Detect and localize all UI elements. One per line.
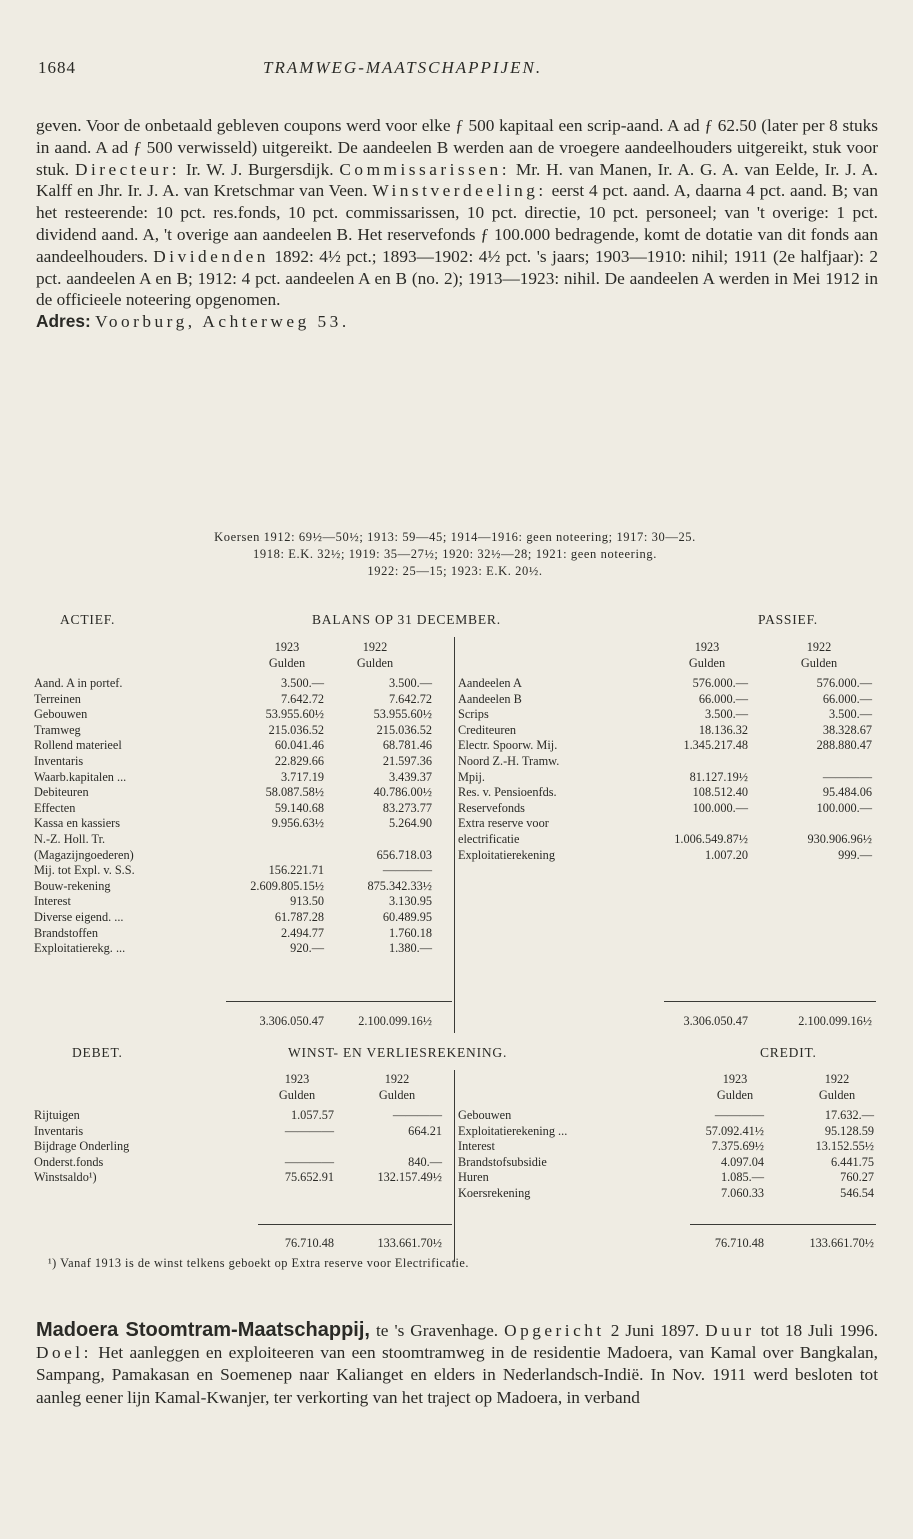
credit-row-label: Brandstofsubsidie — [458, 1154, 547, 1169]
actief-row-value-1923: 22.829.66 — [274, 754, 324, 768]
actief-heading: ACTIEF. — [60, 612, 116, 627]
credit-row-value-1922: 17.632.— — [824, 1108, 874, 1122]
footnote: ¹) Vanaf 1913 is de winst telkens geboekt op Extra reserve voor Electrificatie. — [48, 1256, 469, 1270]
actief-row-value-1922: 7.642.72 — [388, 691, 432, 706]
opgericht-text: 2 Juni 1897. — [610, 1321, 700, 1340]
col-year: 1923 — [694, 640, 720, 654]
passief-row-value-1923: 3.500.— — [704, 707, 748, 722]
passief-row-value-1923: 1.006.549.87½ — [674, 832, 748, 846]
balans-heading: BALANS OP 31 DECEMBER. — [312, 612, 501, 627]
winstverdeeling-label: Winstverdeeling: — [372, 181, 547, 201]
passief-row-label: Electr. Spoorw. Mij. — [458, 738, 558, 753]
debet-row-label: Bijdrage Onderling — [34, 1139, 130, 1154]
credit-row-label: Gebouwen — [458, 1108, 512, 1122]
actief-row-value-1923: 2.494.77 — [280, 925, 324, 940]
col-year: 1923 — [722, 1072, 748, 1086]
passief-row-label: Noord Z.-H. Tramw. — [458, 754, 560, 768]
actief-row-label: Interest — [34, 894, 71, 909]
debet-total-1922: 133.661.70½ — [377, 1236, 442, 1250]
sum-rule — [258, 1224, 452, 1225]
debet-row-label: Inventaris — [34, 1123, 84, 1138]
credit-total-1922: 133.661.70½ — [809, 1236, 874, 1250]
actief-row-label: Gebouwen — [34, 707, 88, 722]
actief-row-label: Aand. A in portef. — [34, 676, 123, 690]
passief-total-1922: 2.100.099.16½ — [798, 1014, 872, 1028]
intro-paragraph — [36, 115, 878, 333]
actief-row-value-1922: 40.786.00½ — [373, 785, 432, 800]
passief-row-value-1922: 999.— — [838, 847, 872, 862]
actief-row-value-1922: 21.597.36 — [382, 754, 432, 768]
col-year: 1923 — [284, 1072, 310, 1086]
actief-row-value-1923: 215.036.52 — [268, 722, 324, 737]
credit-row-value-1923: 57.092.41½ — [705, 1123, 764, 1138]
actief-row-value-1923: 61.787.28 — [274, 910, 324, 924]
intro-text: geven. Voor de onbetaald gebleven coupons werd voor elke ƒ 500 kapitaal een scrip-aand. A ad ƒ 62.50 (later per 8 stuks in aand. A ad ƒ 500 verwisseld) uitgereikt. De aandeelen B werden aan de vroegere aandeelhouders uitgereikt, stuk voor stuk. — [36, 116, 878, 179]
actief-row-value-1922: 1.760.18 — [388, 925, 432, 940]
passief-row-value-1923: 1.345.217.48 — [683, 738, 748, 753]
dividenden-label: Dividenden — [153, 246, 269, 266]
actief-row-value-1922: ———— — [382, 863, 432, 878]
actief-row-value-1923: 3.717.19 — [280, 769, 324, 784]
actief-row-label: Bouw-rekening — [34, 878, 111, 893]
actief-row-value-1923: 58.087.58½ — [265, 785, 324, 800]
actief-row-value-1923: 920.— — [290, 941, 324, 956]
actief-row-value-1923: 60.041.46 — [274, 738, 324, 753]
actief-row-value-1922: 60.489.95 — [382, 910, 432, 924]
actief-row-value-1923: 913.50 — [290, 894, 324, 909]
actief-row-label: Rollend materieel — [34, 738, 122, 753]
actief-row-value-1922: 68.781.46 — [382, 738, 432, 753]
passief-row-label: Crediteuren — [458, 722, 517, 737]
koersen-line: 1922: 25—15; 1923: E.K. 20½. — [367, 564, 543, 578]
passief-row-value-1922: 38.328.67 — [822, 722, 872, 737]
actief-row-value-1923: 9.956.63½ — [271, 816, 324, 831]
actief-row-value-1922: 3.500.— — [388, 676, 432, 690]
debet-row-label: Rijtuigen — [34, 1108, 80, 1122]
passief-row-label: Extra reserve voor — [458, 816, 549, 831]
passief-row-value-1923: 18.136.32 — [698, 722, 748, 737]
actief-row-value-1923: 3.500.— — [280, 676, 324, 690]
passief-row-value-1923: 108.512.40 — [692, 785, 748, 800]
actief-row-label: Inventaris — [34, 754, 84, 768]
actief-row-value-1922: 1.380.— — [388, 941, 432, 956]
page-number: 1684 — [38, 58, 76, 77]
winst-heading: WINST- EN VERLIESREKENING. — [288, 1045, 508, 1060]
actief-row-value-1923: 59.140.68 — [274, 800, 324, 815]
passief-row-label: Exploitatierekening — [458, 847, 555, 862]
credit-row-value-1923: 7.060.33 — [720, 1186, 764, 1200]
debet-row-label: Winstsaldo¹) — [34, 1170, 97, 1185]
passief-row-label: Aandeelen A — [458, 676, 522, 690]
commissarissen-text: Mr. H. van Manen, Ir. A. G. A. van Eelde, Ir. J. A. Kalff en Jhr. Ir. J. A. van Kretschmar van Veen. — [36, 159, 878, 201]
col-unit: Gulden — [278, 1088, 316, 1102]
debet-total-1923: 76.710.48 — [284, 1236, 334, 1250]
passief-row-label: Mpij. — [458, 769, 485, 784]
passief-row-value-1922: 288.880.47 — [816, 738, 872, 753]
credit-total-1923: 76.710.48 — [714, 1236, 764, 1250]
debet-row-value-1922: 664.21 — [408, 1123, 442, 1138]
credit-row-label: Exploitatierekening ... — [458, 1123, 568, 1138]
credit-row-value-1923: 7.375.69½ — [711, 1139, 764, 1154]
debet-row-value-1923: ———— — [284, 1123, 334, 1138]
credit-row-value-1923: 1.085.— — [720, 1170, 764, 1185]
duur-text: tot 18 Juli 1996. — [760, 1321, 879, 1340]
madoera-paragraph — [36, 1319, 878, 1409]
passief-row-label: electrificatie — [458, 832, 520, 846]
debet-row-value-1923: 1.057.57 — [290, 1108, 334, 1122]
winstverdeeling-text: eerst 4 pct. aand. A, daarna 4 pct. aand. B; van het resteerende: 10 pct. res.fonds, 10 pct. commissarissen, 10 pct. directie, 10 pct. personeel; van 't overige: 1 pct. dividend aand. A, 't overige aan aandeelen B. Het reservefonds ƒ 100.000 bedragende, komt de dotatie van dit fonds aan aandeelhouders. — [36, 181, 878, 266]
doel-text: Het aanleggen en exploiteeren van een stoomtramweg in de residentie Madoera, van Kamal over Bangkalan, Sampang, Pamakasan en Soemenep naar Kalianget en elders in Nederlandsch-Indië. In Nov. 1911 werd besloten tot aanleg eener lijn Kamal-Kwanjer, ter verkorting van het traject op Madoera, in verband — [36, 1343, 878, 1407]
col-unit: Gulden — [800, 656, 838, 670]
credit-row-label: Huren — [458, 1170, 489, 1185]
col-unit: Gulden — [356, 656, 394, 670]
adres-label: Adres: — [36, 311, 91, 332]
passief-row-value-1922: ———— — [822, 769, 872, 784]
passief-row-label: Aandeelen B — [458, 691, 522, 706]
credit-row-label: Interest — [458, 1139, 495, 1154]
passief-row-value-1922: 930.906.96½ — [807, 832, 872, 846]
passief-heading: PASSIEF. — [758, 612, 818, 627]
credit-row-value-1922: 6.441.75 — [830, 1154, 874, 1169]
sum-rule — [226, 1001, 452, 1002]
passief-total-1923: 3.306.050.47 — [683, 1014, 748, 1028]
actief-row-value-1922: 875.342.33½ — [367, 878, 432, 893]
passief-row-value-1922: 95.484.06 — [822, 785, 872, 800]
actief-row-label: Debiteuren — [34, 785, 89, 800]
sum-rule — [690, 1224, 876, 1225]
adres-text: Voorburg, Achterweg 53. — [95, 312, 350, 332]
opgericht-label: Opgericht — [504, 1321, 605, 1340]
actief-total-1922: 2.100.099.16½ — [358, 1014, 432, 1028]
passief-row-value-1923: 66.000.— — [698, 691, 748, 706]
passief-row-value-1923: 100.000.— — [692, 800, 748, 815]
passief-row-label: Res. v. Pensioenfds. — [458, 785, 557, 800]
actief-row-value-1922: 656.718.03 — [376, 847, 432, 862]
column-divider — [454, 1070, 455, 1262]
debet-row-value-1923: 75.652.91 — [284, 1170, 334, 1185]
passief-row-value-1923: 576.000.— — [692, 676, 748, 690]
actief-row-value-1922: 53.955.60½ — [373, 707, 432, 722]
running-title: TRAMWEG-MAATSCHAPPIJEN. — [263, 58, 543, 77]
actief-row-value-1922: 3.130.95 — [388, 894, 432, 909]
passief-row-value-1922: 100.000.— — [816, 800, 872, 815]
col-year: 1923 — [274, 640, 300, 654]
passief-row-label: Reservefonds — [458, 800, 525, 815]
actief-row-value-1923: 2.609.805.15½ — [250, 878, 324, 893]
actief-row-label: Exploitatierekg. ... — [34, 941, 126, 956]
credit-heading: CREDIT. — [760, 1045, 817, 1060]
actief-row-label: (Magazijngoederen) — [34, 847, 134, 862]
actief-row-label: Diverse eigend. ... — [34, 910, 124, 924]
credit-row-value-1922: 95.128.59 — [824, 1123, 874, 1138]
debet-row-label: Onderst.fonds — [34, 1154, 104, 1169]
credit-row-value-1922: 760.27 — [840, 1170, 874, 1185]
debet-row-value-1923: ———— — [284, 1154, 334, 1169]
actief-row-value-1923: 156.221.71 — [268, 863, 324, 878]
credit-row-value-1922: 546.54 — [840, 1186, 874, 1200]
dividenden-text: 1892: 4½ pct.; 1893—1902: 4½ pct. 's jaars; 1903—1910: nihil; 1911 (2e halfjaar): 2 pct. aandeelen A en B; 1912: 4 pct. aandeelen A en B (no. 2); 1913—1923: nihil. De aandeelen A werden in Mei 1912 in de officieele noteering opgenomen. — [36, 246, 878, 310]
actief-row-label: Effecten — [34, 800, 76, 815]
directeur-label: Directeur: — [74, 159, 181, 179]
col-year: 1922 — [362, 640, 388, 654]
sum-rule — [664, 1001, 876, 1002]
col-unit: Gulden — [688, 656, 726, 670]
actief-row-value-1922: 3.439.37 — [388, 769, 432, 784]
credit-row-label: Koersrekening — [458, 1186, 531, 1200]
debet-row-value-1922: ———— — [392, 1108, 442, 1122]
koersen-line: 1918: E.K. 32½; 1919: 35—27½; 1920: 32½—28; 1921: geen noteering. — [253, 547, 657, 561]
company-name: Madoera Stoomtram-Maatschappij, — [36, 1319, 370, 1341]
passief-row-value-1922: 66.000.— — [822, 691, 872, 706]
actief-row-label: Kassa en kassiers — [34, 816, 121, 831]
credit-row-value-1922: 13.152.55½ — [815, 1139, 874, 1154]
col-unit: Gulden — [378, 1088, 416, 1102]
col-year: 1922 — [806, 640, 832, 654]
passief-row-value-1922: 3.500.— — [828, 707, 872, 722]
col-year: 1922 — [384, 1072, 410, 1086]
actief-row-value-1922: 83.273.77 — [382, 800, 432, 815]
actief-row-label: Mij. tot Expl. v. S.S. — [34, 863, 135, 878]
passief-row-label: Scrips — [458, 707, 489, 722]
col-unit: Gulden — [818, 1088, 856, 1102]
passief-row-value-1922: 576.000.— — [816, 676, 872, 690]
koersen-line: Koersen 1912: 69½—50½; 1913: 59—45; 1914—1916: geen noteering; 1917: 30—25. — [214, 530, 696, 544]
credit-row-value-1923: 4.097.04 — [720, 1154, 764, 1169]
directeur-text: Ir. W. J. Burgersdijk. — [185, 159, 334, 179]
passief-row-value-1923: 1.007.20 — [704, 847, 748, 862]
actief-row-label: Tramweg — [34, 722, 81, 737]
commissarissen-label: Commissarissen: — [339, 159, 510, 179]
debet-heading: DEBET. — [72, 1045, 123, 1060]
actief-row-value-1922: 215.036.52 — [376, 722, 432, 737]
col-unit: Gulden — [716, 1088, 754, 1102]
actief-total-1923: 3.306.050.47 — [259, 1014, 324, 1028]
credit-row-value-1923: ———— — [714, 1108, 764, 1122]
duur-label: Duur — [705, 1321, 755, 1340]
actief-row-value-1923: 7.642.72 — [280, 691, 324, 706]
company-place: te 's Gravenhage. — [375, 1321, 499, 1340]
actief-row-label: Terreinen — [34, 691, 81, 706]
actief-row-label: Waarb.kapitalen ... — [34, 769, 127, 784]
debet-row-value-1922: 840.— — [408, 1154, 442, 1169]
koersen-block — [60, 529, 850, 580]
debet-row-value-1922: 132.157.49½ — [377, 1170, 442, 1185]
column-divider — [454, 637, 455, 1033]
col-unit: Gulden — [268, 656, 306, 670]
passief-row-value-1923: 81.127.19½ — [689, 769, 748, 784]
actief-row-value-1923: 53.955.60½ — [265, 707, 324, 722]
actief-row-value-1922: 5.264.90 — [388, 816, 432, 831]
actief-row-label: Brandstoffen — [34, 925, 98, 940]
actief-row-label: N.-Z. Holl. Tr. — [34, 832, 106, 846]
col-year: 1922 — [824, 1072, 850, 1086]
doel-label: Doel: — [36, 1343, 92, 1363]
